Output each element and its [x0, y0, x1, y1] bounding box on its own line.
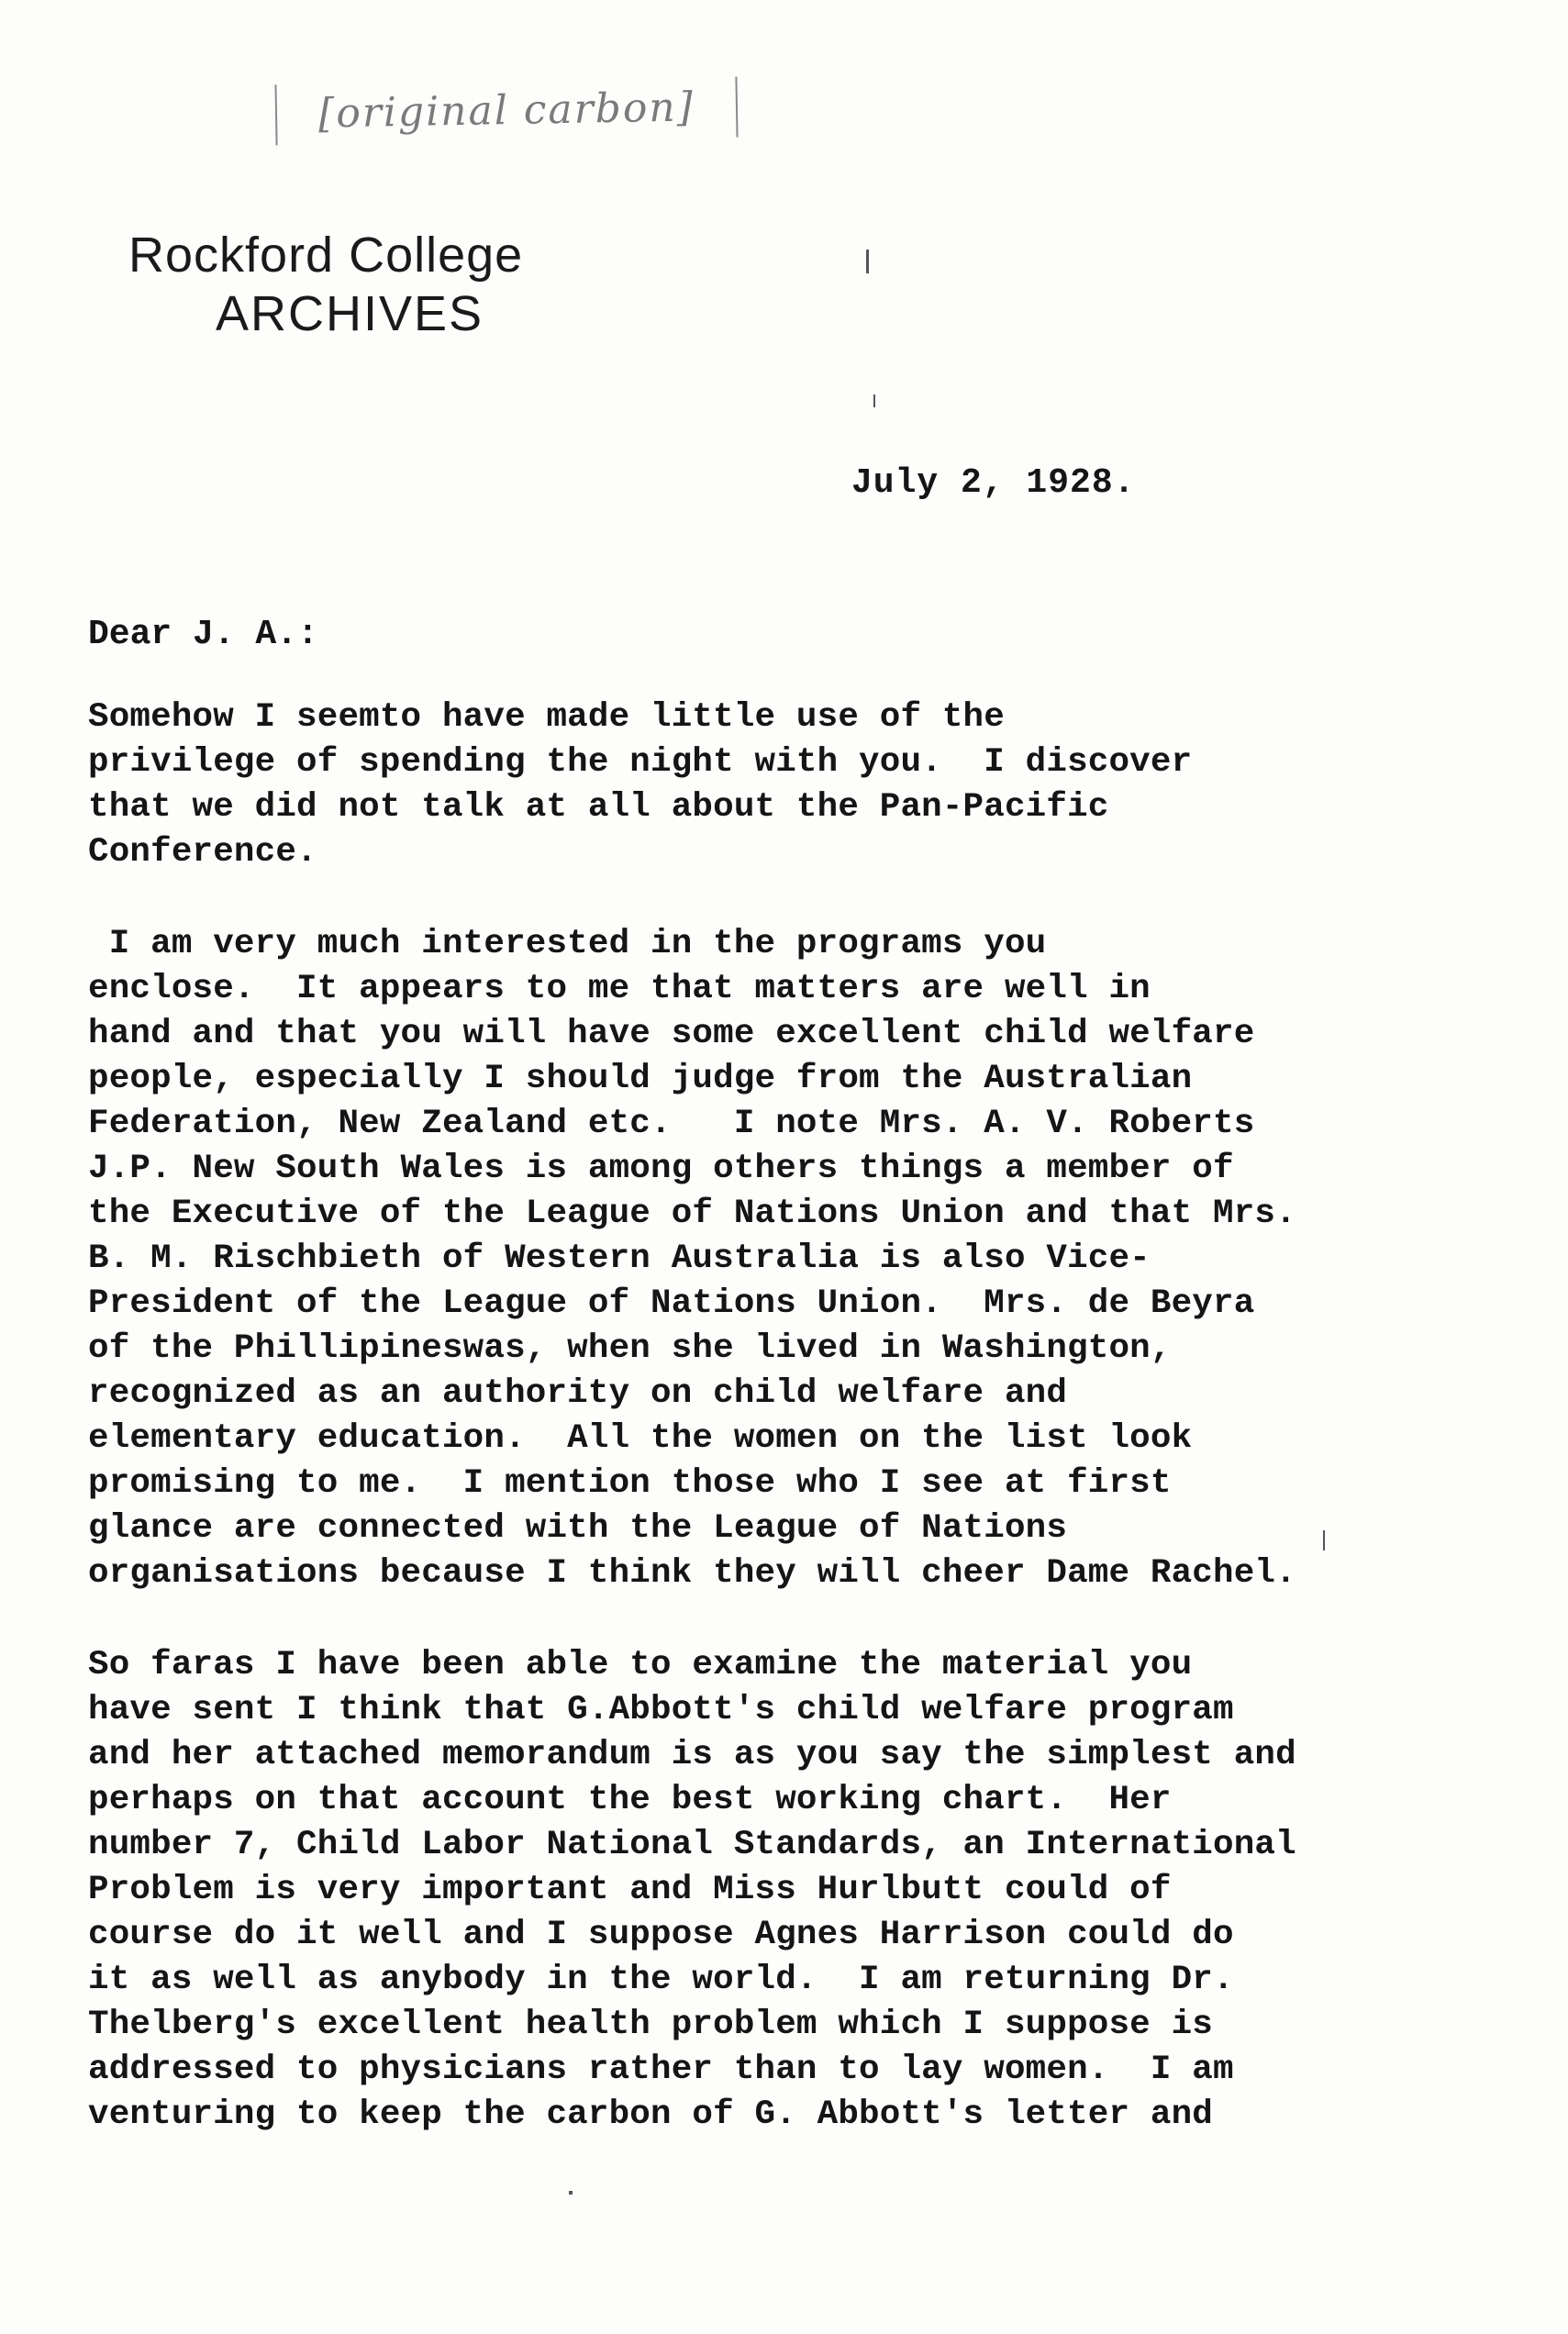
- stamp-college-name: Rockford College: [128, 228, 524, 283]
- archives-stamp: [128, 225, 523, 342]
- text-line: course do it well and I suppose Agnes Harrison could do: [88, 1916, 1234, 1954]
- paper-mark: [873, 395, 875, 407]
- text-line: privilege of spending the night with you. I discover: [88, 743, 1193, 782]
- text-line: Somehow I seemto have made little use of the: [88, 698, 1005, 737]
- text-line: and her attached memorandum is as you say the simplest and: [88, 1736, 1296, 1774]
- text-line: number 7, Child Labor National Standards, an International: [88, 1826, 1296, 1864]
- text-line: B. M. Rischbieth of Western Australia is also Vice-: [88, 1239, 1151, 1278]
- text-line: perhaps on that account the best working chart. Her: [88, 1781, 1172, 1819]
- text-line: Problem is very important and Miss Hurlbutt could of: [88, 1871, 1172, 1909]
- text-line: So faras I have been able to examine the material you: [88, 1646, 1193, 1684]
- text-line: hand and that you will have some excellent child welfare: [88, 1015, 1255, 1053]
- text-line: have sent I think that G.Abbott's child welfare program: [88, 1691, 1234, 1729]
- text-line: J.P. New South Wales is among others things a member of: [88, 1150, 1234, 1188]
- paper-mark: [1323, 1530, 1325, 1550]
- letter-salutation: Dear J. A.:: [88, 615, 318, 654]
- text-line: Conference.: [88, 833, 317, 872]
- handwritten-annotation: [original carbon]: [274, 77, 738, 146]
- text-line: I am very much interested in the programs you: [88, 925, 1047, 963]
- text-line: of the Phillipineswas, when she lived in Washington,: [88, 1329, 1172, 1368]
- text-line: glance are connected with the League of Nations: [88, 1509, 1068, 1548]
- paragraph-1: [88, 695, 1483, 875]
- text-line: that we did not talk at all about the Pan-Pacific: [88, 788, 1109, 827]
- paragraph-2: [88, 922, 1483, 1596]
- paper-mark: [866, 250, 869, 273]
- text-line: elementary education. All the women on the list look: [88, 1419, 1193, 1458]
- text-line: it as well as anybody in the world. I am returning Dr.: [88, 1961, 1234, 1999]
- text-line: Thelberg's excellent health problem which I suppose is: [88, 2006, 1213, 2044]
- paragraph-3: [88, 1643, 1483, 2138]
- text-line: President of the League of Nations Union. Mrs. de Beyra: [88, 1284, 1255, 1323]
- text-line: Federation, New Zealand etc. I note Mrs. A. V. Roberts: [88, 1105, 1255, 1143]
- text-line: organisations because I think they will cheer Dame Rachel.: [88, 1554, 1296, 1593]
- text-line: enclose. It appears to me that matters are well in: [88, 970, 1151, 1008]
- letter-date: July 2, 1928.: [851, 463, 1136, 503]
- stamp-archives-label: ARCHIVES: [216, 286, 484, 341]
- letter-body: [88, 695, 1483, 2184]
- text-line: people, especially I should judge from the Australian: [88, 1060, 1193, 1098]
- text-line: the Executive of the League of Nations Union and that Mrs.: [88, 1195, 1296, 1233]
- text-line: promising to me. I mention those who I see at first: [88, 1464, 1172, 1503]
- paper-mark: [569, 2191, 573, 2195]
- text-line: recognized as an authority on child welfare and: [88, 1374, 1068, 1413]
- text-line: venturing to keep the carbon of G. Abbott's letter and: [88, 2095, 1213, 2134]
- text-line: addressed to physicians rather than to lay women. I am: [88, 2051, 1234, 2089]
